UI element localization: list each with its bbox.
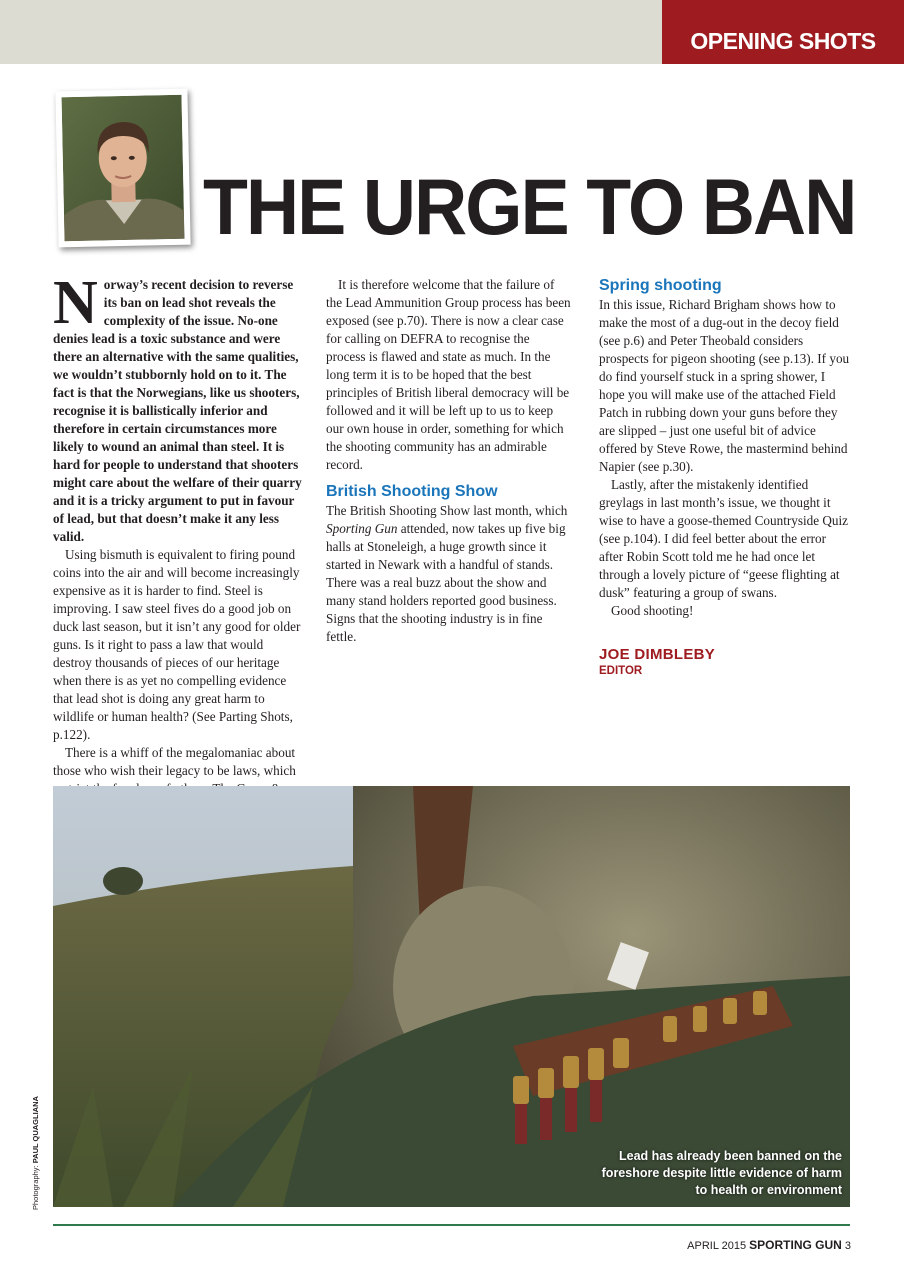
byline-role: EDITOR	[599, 665, 643, 677]
footer-rule	[53, 1224, 850, 1226]
paragraph-signoff: Good shooting!	[611, 603, 694, 618]
paragraph-greylags: Lastly, after the mistakenly identified greylags in last month’s issue, we thought it wise to have a goose-themed Countryside Quiz (see p.104). I did feel better about the error after Robin Scott told me he had once let through a lovely picture of “geese flighting at dusk” featuring a group of swans.	[599, 477, 849, 600]
footer-page-number: 3	[841, 1240, 851, 1252]
editor-portrait-image	[62, 95, 185, 241]
feature-photo	[53, 786, 850, 1207]
subhead-british-shooting-show: British Shooting Show	[326, 483, 498, 500]
footer-magazine: SPORTING GUN	[749, 1238, 842, 1252]
paragraph-bismuth: Using bismuth is equivalent to firing pound coins into the air and will become increasingly expensive as it is harder to find. Steel is improving. I saw steel fives do a good job on duck last season, but it isn’t any good for older guns. Is it right to pass a law that would destroy thousands of pieces of our heritage when there is as yet no compelling evidence that lead shot is doing any great harm to wildlife or human health? (See Parting Shots, p.122).	[53, 547, 301, 742]
drop-cap: N	[53, 269, 98, 337]
article-column-3	[599, 276, 851, 678]
paragraph-lead-group: It is therefore welcome that the failure of the Lead Ammunition Group process has been exposed (see p.70). There is now a clear case for calling on DEFRA to recognise the process is flawed and state as much. In the long term it is to be hoped that the best principles of British liberal democracy will be followed and it will be left up to us to keep our own house in order, something for which the shooting community has an admirable record.	[326, 277, 571, 472]
section-tab	[662, 0, 904, 64]
subhead-spring-shooting: Spring shooting	[599, 277, 722, 294]
headline: THE URGE TO BAN	[203, 162, 856, 251]
page-footer	[687, 1238, 851, 1252]
photo-credit-name: PAUL QUAGLIANA	[31, 1096, 40, 1164]
byline-name: JOE DIMBLEBY	[599, 646, 716, 663]
paragraph-show-text-b: attended, now takes up five big halls at Stoneleigh, a huge growth since it started in Newark with a handful of stands. There was a real buzz about the show and many stand holders reported good business. Signs that the shooting industry is in fine fettle.	[326, 521, 566, 644]
paragraph-spring: In this issue, Richard Brigham shows how to make the most of a dug-out in the decoy field (see p.6) and Peter Theobald considers prospects for pigeon shooting (see p.13). If you do find yourself stuck in a spring shower, I hope you will make use of the attached Field Patch in rubbing down your guns before they are slipped – just one useful bit of advice offered by Steve Rowe, the mastermind behind Napier (see p.30).	[599, 297, 850, 474]
paragraph-megalomaniac-text: There is a whiff of the megalomaniac about those who wish their legacy to be laws, which	[53, 745, 296, 778]
photo-caption: Lead has already been banned on the foreshore despite little evidence of harm to health or environment	[601, 1149, 842, 1197]
lead-text: orway’s recent decision to reverse its ban on lead shot reveals the complexity of the issue. No-one denies lead is a toxic substance and were there an alternative with the same qualities, we wouldn’t stubbornly hold on to it. The fact is that the Norwegians, like us shooters, recognise it is ballistically inferior and therefore in certain circumstances more likely to wound an animal than steel. It is hard for people to understand that shooters might care about the welfare of their quarry and it is a tricky argument to put in favour of lead, but that doesn’t make it any less valid.	[53, 277, 302, 544]
footer-date: APRIL 2015	[687, 1240, 750, 1252]
photo-credit-label: Photography:	[31, 1163, 40, 1210]
paragraph-show-text-a: The British Shooting Show last month, which	[326, 503, 568, 518]
feature-photo-image	[53, 786, 850, 1207]
article-column-2	[326, 276, 572, 646]
paragraph-show	[326, 502, 572, 646]
lead-paragraph	[53, 269, 305, 546]
photo-credit	[31, 1096, 40, 1210]
section-tab-label: OPENING SHOTS	[690, 27, 876, 54]
magazine-title-italic: Sporting Gun	[326, 521, 398, 536]
editor-portrait	[55, 89, 190, 248]
